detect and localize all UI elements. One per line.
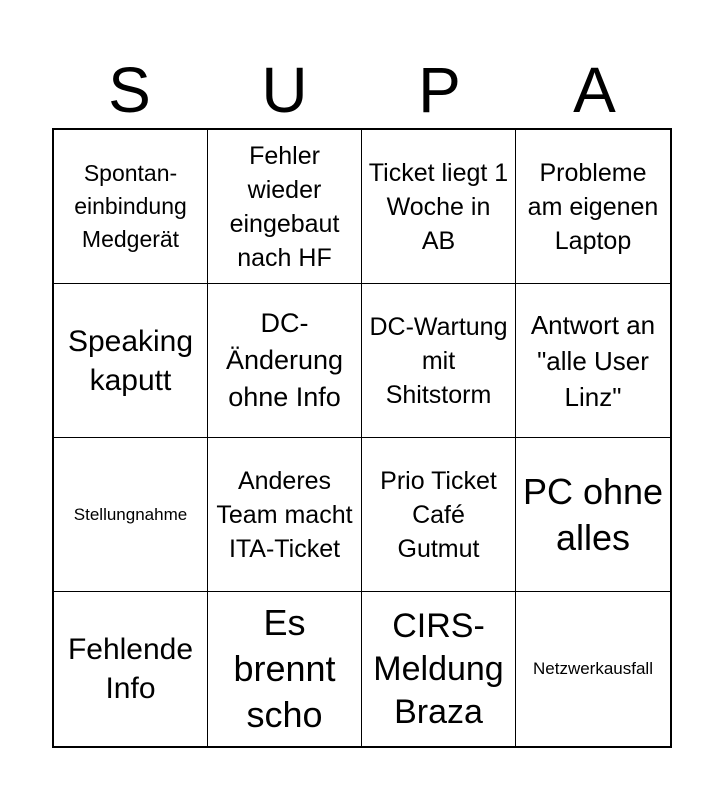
header-letter-u: U (261, 54, 308, 126)
bingo-cell-text: Es brennt scho (233, 602, 336, 735)
bingo-cell-text: CIRS-Meldung Braza (373, 606, 504, 731)
bingo-cell-r2c3[interactable] (362, 284, 516, 438)
bingo-cell-text: Speaking kaputt (67, 324, 194, 397)
bingo-cell-text: Prio Ticket Café Gutmut (380, 466, 497, 563)
bingo-cell-text: DC-Änderung ohne Info (225, 308, 344, 412)
bingo-cell-text: PC ohne alles (522, 470, 664, 558)
bingo-cell-r1c1[interactable] (54, 130, 208, 284)
bingo-cell-r3c4[interactable] (516, 438, 670, 592)
bingo-header (52, 54, 672, 126)
bingo-cell-text: DC-Wartung mit Shitstorm (369, 312, 508, 409)
bingo-cell-text: Stellungnahme (73, 504, 188, 524)
bingo-cell-r4c1[interactable] (54, 592, 208, 746)
bingo-cell-r2c4[interactable] (516, 284, 670, 438)
bingo-cell-text: Fehler wieder eingebaut nach HF (229, 141, 340, 272)
bingo-cell-r4c2[interactable] (208, 592, 362, 746)
bingo-board (52, 128, 672, 748)
bingo-cell-r1c2[interactable] (208, 130, 362, 284)
bingo-cell-r3c3[interactable] (362, 438, 516, 592)
header-letter-a: A (573, 54, 616, 126)
bingo-cell-r3c2[interactable] (208, 438, 362, 592)
bingo-cell-r4c4[interactable] (516, 592, 670, 746)
bingo-cell-r2c1[interactable] (54, 284, 208, 438)
bingo-cell-text: Spontan-einbindung Medgerät (74, 160, 187, 252)
bingo-cell-text: Anderes Team macht ITA-Ticket (216, 466, 353, 563)
bingo-cell-r3c1[interactable] (54, 438, 208, 592)
header-letter-s: S (108, 54, 151, 126)
bingo-cell-r2c2[interactable] (208, 284, 362, 438)
bingo-cell-r4c3[interactable] (362, 592, 516, 746)
bingo-cell-text: Netzwerkausfall (533, 659, 653, 678)
bingo-cell-text: Ticket liegt 1 Woche in AB (368, 158, 509, 255)
header-letter-p: P (418, 54, 461, 126)
bingo-cell-text: Antwort an "alle User Linz" (530, 309, 656, 412)
bingo-cell-r1c4[interactable] (516, 130, 670, 284)
bingo-cell-text: Probleme am eigenen Laptop (527, 158, 659, 255)
bingo-cell-r1c3[interactable] (362, 130, 516, 284)
bingo-cell-text: Fehlende Info (67, 633, 194, 705)
